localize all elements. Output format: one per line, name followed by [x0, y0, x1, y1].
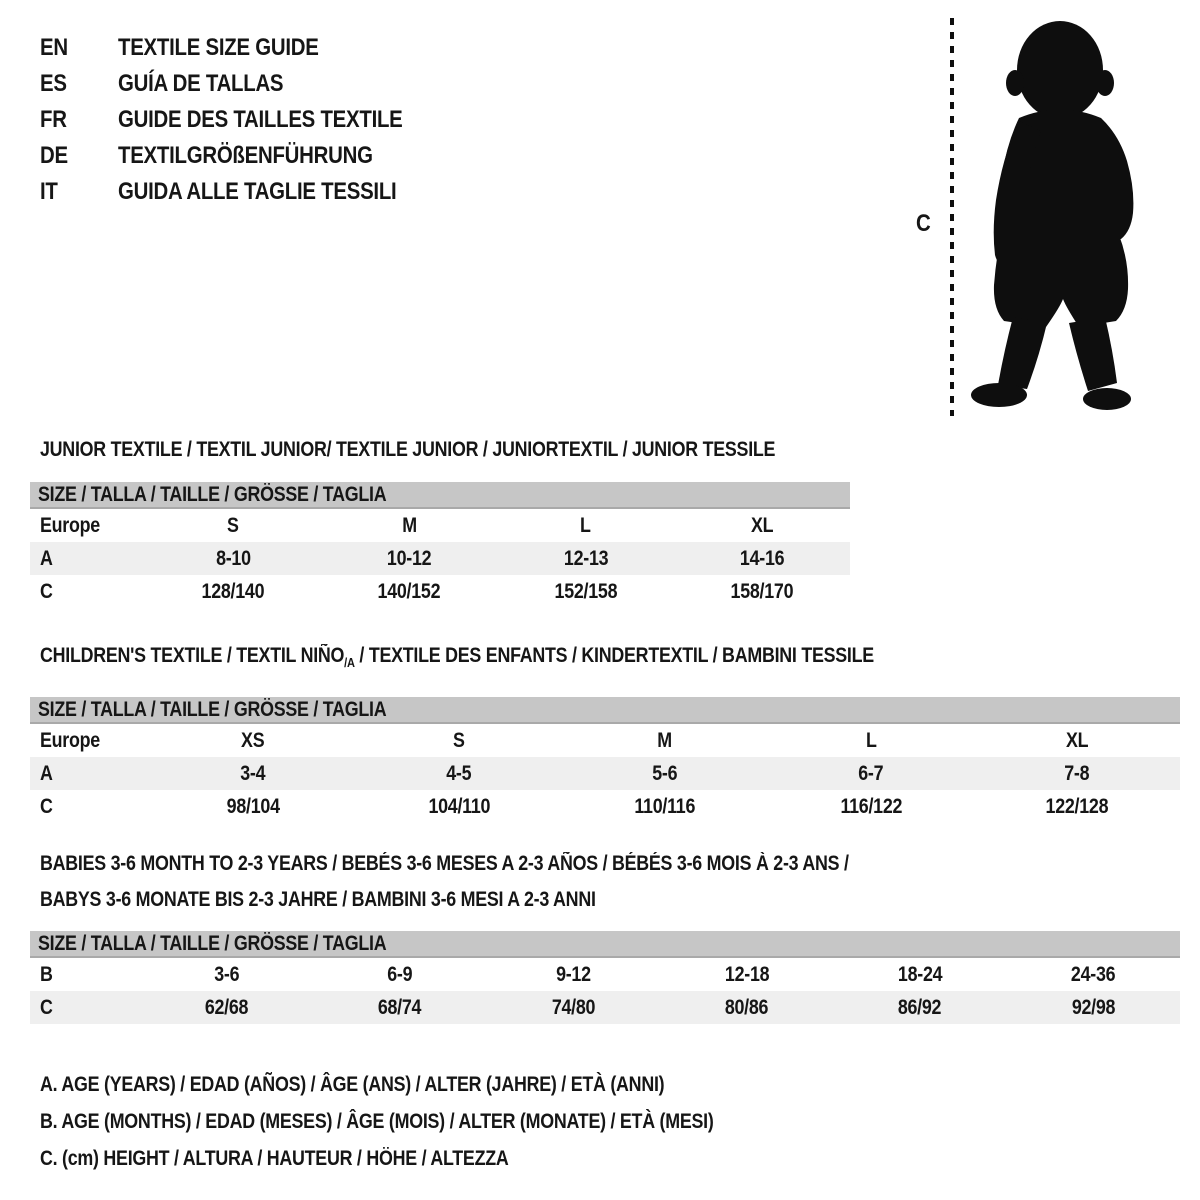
table-cell: 62/68 [204, 995, 249, 1019]
table-cell: 80/86 [724, 995, 769, 1019]
height-measure-line [950, 18, 954, 416]
table-cell: 92/98 [1071, 995, 1116, 1019]
table-cell: 14-16 [739, 546, 785, 570]
size-header-label: SIZE / TALLA / TAILLE / GRÖSSE / TAGLIA [38, 482, 387, 506]
table-cell: 18-24 [897, 962, 943, 986]
table-row [30, 509, 850, 542]
table-cell: 8-10 [215, 546, 251, 570]
height-measure-label [916, 210, 933, 238]
table-cell: 12-18 [724, 962, 769, 986]
table-cell: 10-12 [387, 546, 432, 570]
language-code: IT [40, 178, 58, 205]
row-label: A [40, 546, 53, 570]
table-cell: 158/170 [730, 579, 794, 603]
table-cell: 122/128 [1045, 794, 1109, 818]
legend-line: B. AGE (MONTHS) / EDAD (MESES) / ÂGE (MOIS) / ALTER (MONATE) / ETÀ (MESI) [40, 1110, 714, 1133]
section-junior-textile [30, 438, 850, 608]
junior-size-table [30, 482, 850, 608]
section-title-line: BABYS 3-6 MONATE BIS 2-3 JAHRE / BAMBINI 3-6 MESI A 2-3 ANNI [40, 888, 596, 911]
table-cell: 7-8 [1064, 761, 1090, 785]
table-cell: XL [1065, 728, 1089, 752]
language-title: TEXTILE SIZE GUIDE [118, 34, 319, 61]
table-cell: 140/152 [378, 579, 441, 603]
table-cell: 110/116 [634, 794, 696, 818]
size-header-bar [30, 931, 1180, 958]
row-label: B [40, 962, 53, 986]
size-header-bar [30, 697, 1180, 724]
table-cell: S [453, 728, 465, 752]
language-code: ES [40, 70, 67, 97]
table-row [30, 575, 850, 608]
childrens-size-table [30, 697, 1180, 823]
size-header-label: SIZE / TALLA / TAILLE / GRÖSSE / TAGLIA [38, 697, 387, 721]
table-row [30, 724, 1180, 757]
language-row [40, 174, 453, 210]
table-row [30, 991, 1180, 1024]
section-title-line: JUNIOR TEXTILE / TEXTIL JUNIOR/ TEXTILE JUNIOR / JUNIORTEXTIL / JUNIOR TESSILE [40, 438, 776, 461]
row-label: C [40, 794, 53, 818]
row-label: A [40, 761, 53, 785]
table-cell: XS [241, 728, 265, 752]
language-title: TEXTILGRÖßENFÜHRUNG [118, 142, 373, 169]
table-cell: 152/158 [554, 579, 617, 603]
table-cell: 74/80 [551, 995, 596, 1019]
section-title [40, 846, 1180, 918]
table-cell: 3-6 [214, 962, 240, 986]
legend [40, 1066, 832, 1177]
legend-line: A. AGE (YEARS) / EDAD (AÑOS) / ÂGE (ANS) / ALTER (JAHRE) / ETÀ (ANNI) [40, 1073, 665, 1096]
table-row [30, 790, 1180, 823]
height-figure [900, 0, 1200, 440]
size-header-bar [30, 482, 850, 509]
table-cell: M [657, 728, 673, 752]
table-cell: 4-5 [446, 761, 472, 785]
section-childrens-textile [30, 644, 1180, 823]
row-label: Europe [40, 513, 100, 537]
table-cell: 12-13 [563, 546, 608, 570]
language-code: EN [40, 34, 68, 61]
table-cell: 86/92 [898, 995, 942, 1019]
table-cell: 9-12 [555, 962, 591, 986]
table-cell: 128/140 [201, 579, 265, 603]
table-cell: S [227, 513, 239, 537]
language-row [40, 138, 453, 174]
babies-size-table [30, 931, 1180, 1024]
table-row [30, 757, 1180, 790]
table-cell: L [580, 513, 591, 537]
baby-silhouette [965, 15, 1150, 415]
language-row [40, 102, 453, 138]
table-cell: 3-4 [240, 761, 266, 785]
table-cell: 6-7 [858, 761, 884, 785]
row-label: Europe [40, 728, 100, 752]
language-code: FR [40, 106, 67, 133]
table-cell: 116/122 [840, 794, 902, 818]
section-title [40, 438, 850, 462]
table-cell: 24-36 [1071, 962, 1116, 986]
table-cell: XL [750, 513, 774, 537]
row-label: C [40, 995, 53, 1019]
legend-line: C. (cm) HEIGHT / ALTURA / HAUTEUR / HÖHE / ALTEZZA [40, 1147, 509, 1170]
section-title-line: CHILDREN'S TEXTILE / TEXTIL $NIÑO_{/A}$ / TEXTILE DES ENFANTS / KINDERTEXTIL / BAMBINI TESSILE [40, 644, 874, 670]
table-cell: 5-6 [652, 761, 678, 785]
language-title: GUIDE DES TAILLES TEXTILE [118, 106, 403, 133]
language-title: GUÍA DE TALLAS [118, 70, 284, 97]
table-cell: 68/74 [378, 995, 422, 1019]
height-measure-letter: C [916, 210, 931, 237]
language-code: DE [40, 142, 68, 169]
section-title-line: BABIES 3-6 MONTH TO 2-3 YEARS / BEBÉS 3-6 MESES A 2-3 AÑOS / BÉBÉS 3-6 MOIS À 2-3 ANS / [40, 852, 849, 875]
table-cell: M [402, 513, 417, 537]
language-row [40, 66, 453, 102]
section-title [40, 644, 1180, 675]
section-babies [30, 846, 1180, 1024]
table-cell: 98/104 [226, 794, 280, 818]
language-row [40, 30, 453, 66]
table-cell: 6-9 [387, 962, 413, 986]
size-header-label: SIZE / TALLA / TAILLE / GRÖSSE / TAGLIA [38, 931, 387, 955]
row-label: C [40, 579, 53, 603]
language-list [40, 30, 453, 210]
table-row [30, 958, 1180, 991]
language-title: GUIDA ALLE TAGLIE TESSILI [118, 178, 397, 205]
table-cell: L [865, 728, 877, 752]
table-cell: 104/110 [428, 794, 490, 818]
table-row [30, 542, 850, 575]
